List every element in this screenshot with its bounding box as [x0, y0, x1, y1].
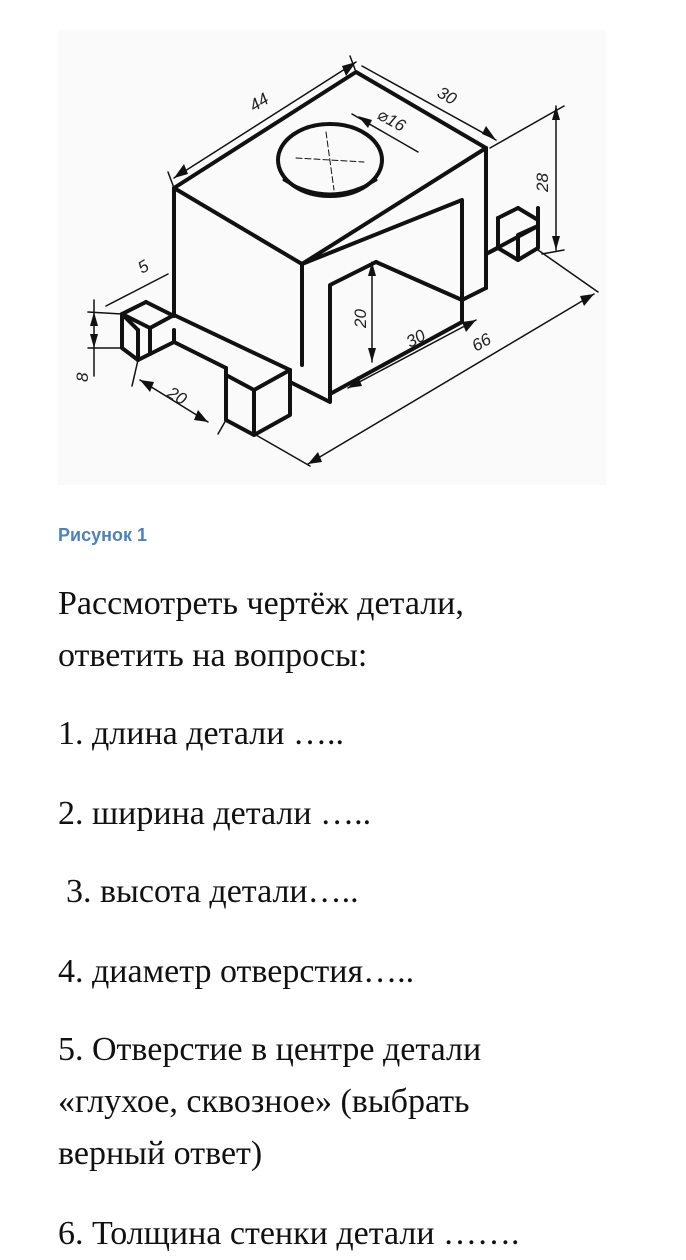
question-5	[58, 1024, 668, 1180]
question-6: 6. Толщина стенки детали …….	[58, 1215, 520, 1252]
dim-length: 44	[246, 89, 273, 116]
question-5-line-1: 5. Отверстие в центре детали	[58, 1031, 482, 1068]
dim-hole-diameter: ⌀16	[374, 104, 409, 136]
dim-20-vertical: 20	[351, 309, 370, 328]
dim-height: 28	[533, 173, 552, 192]
question-4: 4. диаметр отверстия…..	[58, 953, 415, 990]
dim-5: 5	[134, 256, 153, 278]
question-5-line-2: «глухое, сквозное» (выбрать	[58, 1083, 470, 1120]
question-5-line-3: верный ответ)	[58, 1135, 263, 1172]
drawing-svg	[58, 30, 606, 485]
dim-width-top: 30	[434, 82, 460, 109]
question-2: 2. ширина детали …..	[58, 795, 372, 832]
intro-line-1: Рассмотреть чертёж детали,	[58, 585, 464, 622]
isometric-part-drawing	[58, 30, 606, 485]
dimension-lines	[88, 56, 598, 466]
dim-30-bottom: 30	[402, 325, 429, 352]
figure-caption: Рисунок 1	[58, 525, 147, 545]
task-intro	[58, 578, 668, 682]
question-3: 3. высота детали…..	[66, 873, 359, 910]
dim-66: 66	[468, 329, 495, 356]
intro-line-2: ответить на вопросы:	[58, 637, 368, 674]
dim-8: 8	[73, 372, 92, 382]
dim-20-foot: 20	[164, 383, 190, 409]
question-1: 1. длина детали …..	[58, 715, 344, 752]
part-outline	[122, 72, 538, 435]
